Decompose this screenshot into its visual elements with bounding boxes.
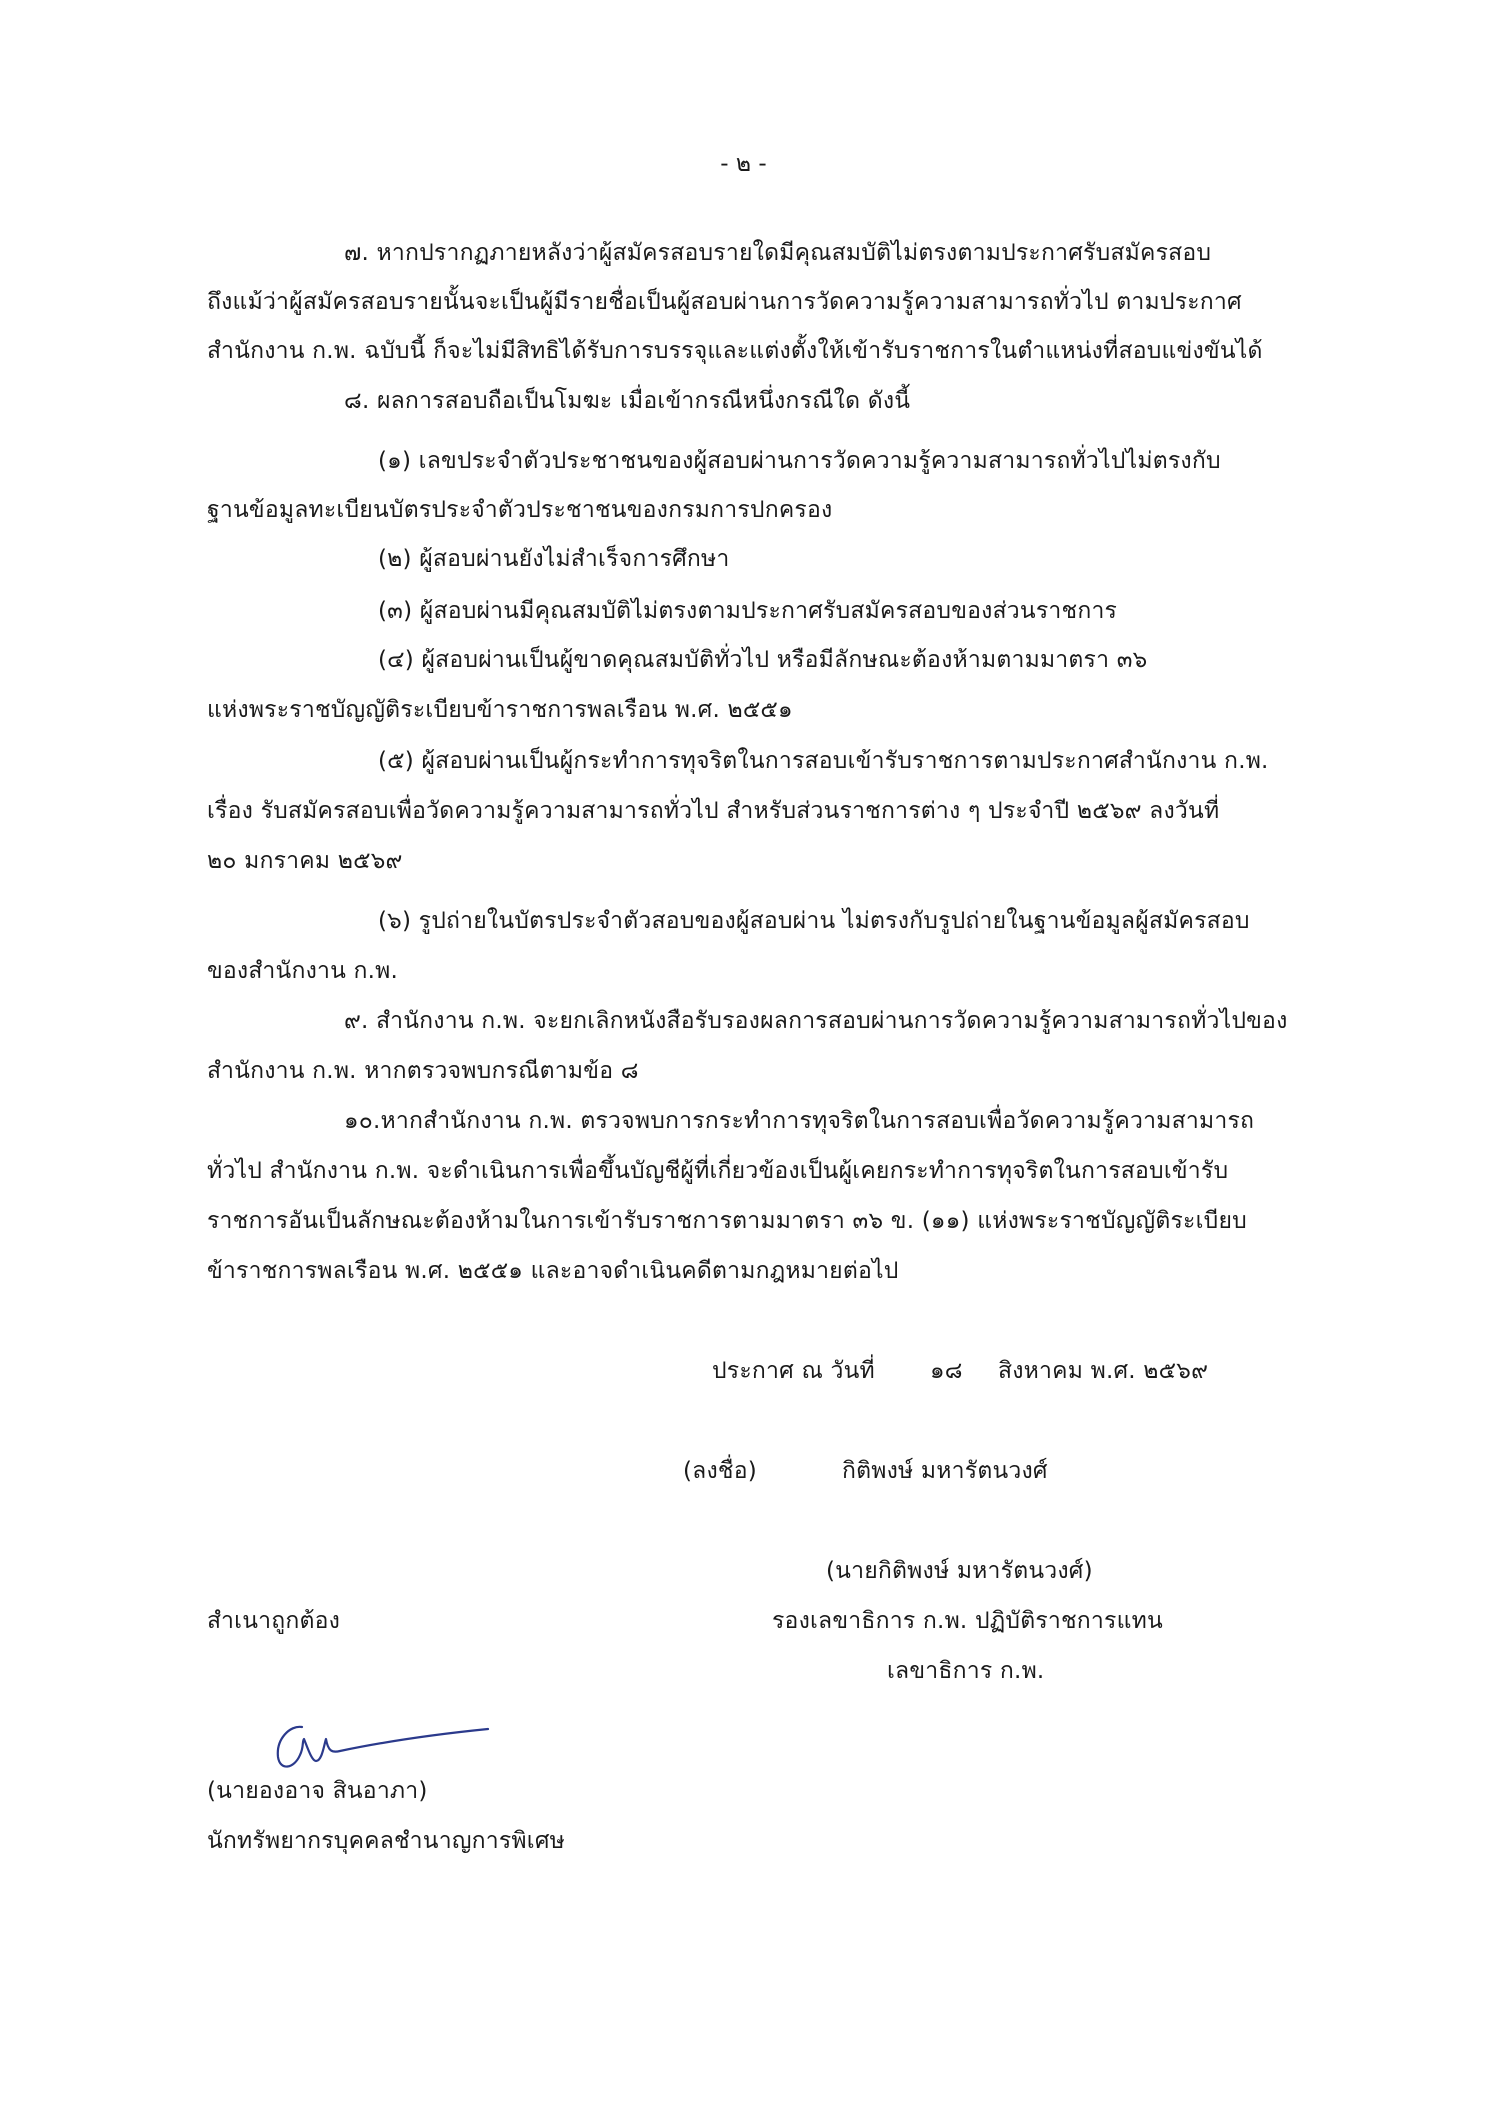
certified-position: นักทรัพยากรบุคคลชำนาญการพิเศษ: [207, 1828, 565, 1854]
clause-7-line-1: ๗. หากปรากฏภายหลังว่าผู้สมัครสอบรายใดมีคุณสมบัติไม่ตรงตามประกาศรับสมัครสอบ: [344, 240, 1212, 266]
announce-day: ๑๘: [930, 1358, 963, 1384]
certified-label: สำเนาถูกต้อง: [207, 1608, 341, 1634]
clause-10-line-2: ทั่วไป สำนักงาน ก.พ. จะดำเนินการเพื่อขึ้นบัญชีผู้ที่เกี่ยวข้องเป็นผู้เคยกระทำการทุจริตในการสอบเข้ารับ: [207, 1158, 1229, 1184]
clause-8-item-2: (๒) ผู้สอบผ่านยังไม่สำเร็จการศึกษา: [378, 546, 730, 572]
clause-10-line-4: ข้าราชการพลเรือน พ.ศ. ๒๕๕๑ และอาจดำเนินคดีตามกฎหมายต่อไป: [207, 1258, 899, 1284]
signatory-position-1: รองเลขาธิการ ก.พ. ปฏิบัติราชการแทน: [772, 1608, 1163, 1634]
clause-8-heading: ๘. ผลการสอบถือเป็นโมฆะ เมื่อเข้ากรณีหนึ่งกรณีใด ดังนี้: [344, 388, 911, 414]
clause-8-item-6-line-1: (๖) รูปถ่ายในบัตรประจำตัวสอบของผู้สอบผ่าน ไม่ตรงกับรูปถ่ายในฐานข้อมูลผู้สมัครสอบ: [378, 908, 1250, 934]
sign-label: (ลงชื่อ): [683, 1458, 757, 1484]
clause-8-item-3: (๓) ผู้สอบผ่านมีคุณสมบัติไม่ตรงตามประกาศรับสมัครสอบของส่วนราชการ: [378, 598, 1118, 624]
clause-7-line-2: ถึงแม้ว่าผู้สมัครสอบรายนั้นจะเป็นผู้มีรายชื่อเป็นผู้สอบผ่านการวัดความรู้ความสามารถทั่วไป ตามประกาศ: [207, 289, 1242, 315]
clause-8-item-6-line-2: ของสำนักงาน ก.พ.: [207, 958, 399, 984]
clause-8-item-5-line-2: เรื่อง รับสมัครสอบเพื่อวัดความรู้ความสามารถทั่วไป สำหรับส่วนราชการต่าง ๆ ประจำปี ๒๕๖๙ ลงวันที่: [207, 798, 1220, 824]
page-number: - ๒ -: [720, 151, 767, 177]
signatory-full-name: (นายกิติพงษ์ มหารัตนวงศ์): [826, 1558, 1093, 1584]
announce-prefix: ประกาศ ณ วันที่: [712, 1358, 875, 1384]
clause-8-item-4-line-1: (๔) ผู้สอบผ่านเป็นผู้ขาดคุณสมบัติทั่วไป หรือมีลักษณะต้องห้ามตามมาตรา ๓๖: [378, 647, 1148, 673]
signed-name: กิติพงษ์ มหารัตนวงศ์: [842, 1458, 1048, 1484]
clause-9-line-2: สำนักงาน ก.พ. หากตรวจพบกรณีตามข้อ ๘: [207, 1058, 639, 1084]
clause-10-line-3: ราชการอันเป็นลักษณะต้องห้ามในการเข้ารับราชการตามมาตรา ๓๖ ข. (๑๑) แห่งพระราชบัญญัติระเบียบ: [207, 1208, 1247, 1234]
clause-8-item-4-line-2: แห่งพระราชบัญญัติระเบียบข้าราชการพลเรือน พ.ศ. ๒๕๕๑: [207, 697, 793, 723]
clause-8-item-5-line-1: (๕) ผู้สอบผ่านเป็นผู้กระทำการทุจริตในการสอบเข้ารับราชการตามประกาศสำนักงาน ก.พ.: [378, 748, 1269, 774]
handwritten-signature: [268, 1705, 493, 1785]
clause-8-item-1-line-2: ฐานข้อมูลทะเบียนบัตรประจำตัวประชาชนของกรมการปกครอง: [207, 497, 833, 523]
clause-8-item-1-line-1: (๑) เลขประจำตัวประชาชนของผู้สอบผ่านการวัดความรู้ความสามารถทั่วไปไม่ตรงกับ: [378, 448, 1221, 474]
signatory-position-2: เลขาธิการ ก.พ.: [887, 1658, 1045, 1684]
clause-10-line-1: ๑๐.หากสำนักงาน ก.พ. ตรวจพบการกระทำการทุจริตในการสอบเพื่อวัดความรู้ความสามารถ: [344, 1108, 1255, 1134]
certified-name: (นายองอาจ สินอาภา): [207, 1778, 428, 1804]
clause-8-item-5-line-3: ๒๐ มกราคม ๒๕๖๙: [207, 848, 403, 874]
clause-9-line-1: ๙. สำนักงาน ก.พ. จะยกเลิกหนังสือรับรองผลการสอบผ่านการวัดความรู้ความสามารถทั่วไปของ: [344, 1008, 1288, 1034]
announce-month-year: สิงหาคม พ.ศ. ๒๕๖๙: [998, 1358, 1209, 1384]
clause-7-line-3: สำนักงาน ก.พ. ฉบับนี้ ก็จะไม่มีสิทธิได้รับการบรรจุและแต่งตั้งให้เข้ารับราชการในตำแหน่งที่สอบแข่งขันได้: [207, 338, 1263, 364]
